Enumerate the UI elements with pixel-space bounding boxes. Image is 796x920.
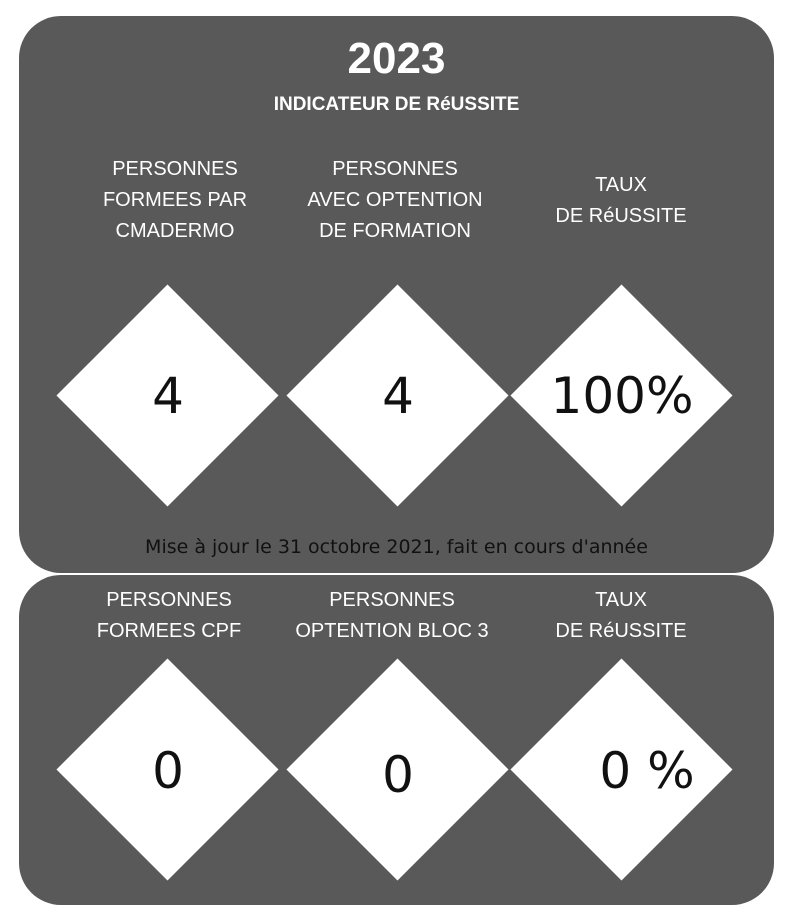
- top-indicator-panel: [19, 16, 774, 573]
- label-obtained-bloc3: PERSONNES OPTENTION BLOC 3: [295, 589, 489, 642]
- year-title: 2023: [347, 34, 446, 83]
- indicator-title: INDICATEUR DE RéUSSITE: [273, 94, 520, 115]
- label-trained-by-cmadermo: PERSONNES FORMEES PAR CMADERMO: [102, 158, 248, 242]
- label-trained-cpf: PERSONNES FORMEES CPF: [96, 589, 242, 642]
- label-success-rate-bottom: TAUX DE RéUSSITE: [555, 589, 687, 642]
- value-trained: 4: [152, 367, 184, 425]
- label-success-rate: TAUX DE RéUSSITE: [555, 174, 687, 227]
- value-obtained: 4: [382, 367, 414, 425]
- bottom-indicator-panel: [19, 575, 774, 905]
- update-footnote: Mise à jour le 31 octobre 2021, fait en cours d'année: [145, 536, 648, 558]
- value-obtained-bloc3: 0: [382, 746, 414, 804]
- value-trained-cpf: 0: [152, 742, 184, 800]
- value-success-rate: 100%: [550, 367, 694, 425]
- label-obtained-training: PERSONNES AVEC OPTENTION DE FORMATION: [307, 158, 483, 242]
- value-success-rate-bottom: 0 %: [599, 742, 695, 800]
